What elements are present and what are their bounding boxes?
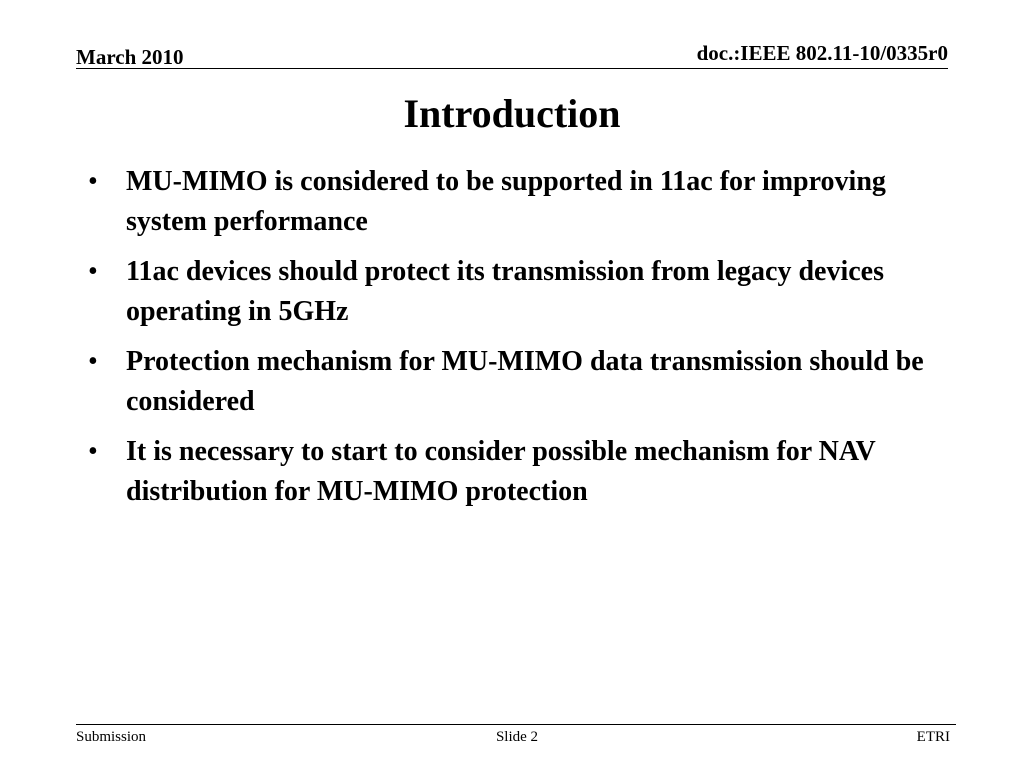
bullet-text: MU-MIMO is considered to be supported in 11ac for improving system performance xyxy=(126,166,886,237)
bullet-item xyxy=(84,432,934,512)
bullet-marker: • xyxy=(88,166,98,197)
header-doc-id: doc.:IEEE 802.11-10/0335r0 xyxy=(696,41,948,65)
bullet-list xyxy=(84,162,934,522)
footer-divider xyxy=(76,724,956,725)
footer-submission: Submission xyxy=(76,729,147,745)
footer-organization: ETRI xyxy=(916,729,950,745)
header-divider xyxy=(76,68,948,69)
bullet-marker: • xyxy=(88,436,98,467)
bullet-text: 11ac devices should protect its transmission from legacy devices operating in 5GHz xyxy=(126,256,885,327)
bullet-marker: • xyxy=(88,256,98,287)
bullet-item xyxy=(84,162,934,242)
bullet-item xyxy=(84,252,934,332)
footer-slide-number: Slide 2 xyxy=(495,729,539,745)
bullet-text: It is necessary to start to consider possible mechanism for NAV distribution for MU-MIMO protection xyxy=(126,436,876,507)
bullet-text: Protection mechanism for MU-MIMO data transmission should be considered xyxy=(126,346,924,417)
header-date: March 2010 xyxy=(76,45,184,69)
bullet-marker: • xyxy=(88,346,98,377)
slide-title: Introduction xyxy=(403,91,621,136)
bullet-item xyxy=(84,342,934,422)
